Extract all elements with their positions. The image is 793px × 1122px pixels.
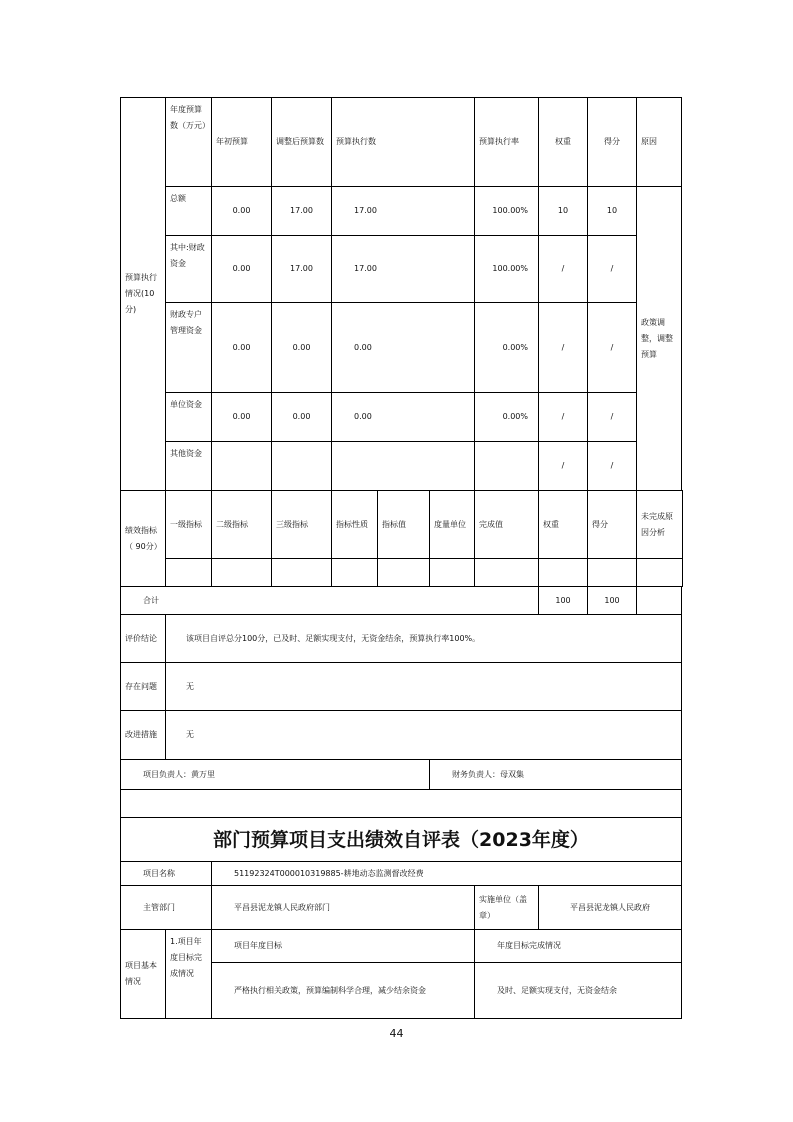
total-label: 合计: [120, 586, 539, 615]
performance-header: 得分: [587, 490, 637, 559]
budget-adjusted-cell: 17.00: [271, 235, 332, 303]
performance-empty-cell: [587, 558, 637, 587]
budget-weight-cell: /: [538, 392, 588, 442]
project-lead: 项目负责人：黄万里: [120, 759, 430, 790]
project-name-label: 项目名称: [120, 861, 212, 886]
budget-executed-cell: [331, 441, 475, 491]
budget-score-cell: 10: [587, 186, 637, 236]
conclusion-value: 该项目自评总分100分，已及时、足额实现支付，无资金结余，预算执行率100%。: [165, 614, 682, 663]
budget-initial-cell: [211, 441, 272, 491]
performance-empty-cell: [636, 558, 683, 587]
dept: 平昌县泥龙镇人民政府部门: [211, 885, 475, 930]
budget-reason: 政策调整，调整预算: [636, 186, 682, 491]
performance-header: 指标性质: [331, 490, 378, 559]
budget-label-cell: 总额: [165, 186, 212, 236]
budget-initial-cell: 0.00: [211, 186, 272, 236]
budget-executed-cell: 17.00: [331, 235, 475, 303]
blank-row: [120, 789, 682, 818]
budget-initial-cell: 0.00: [211, 235, 272, 303]
performance-empty-cell: [331, 558, 378, 587]
performance-empty-cell: [377, 558, 430, 587]
header-rate: 预算执行率: [474, 97, 539, 187]
problems-label: 存在问题: [120, 662, 166, 711]
header-score: 得分: [587, 97, 637, 187]
goal: 严格执行相关政策，预算编制科学合理，减少结余资金: [211, 962, 475, 1019]
budget-rate-cell: 0.00%: [474, 302, 539, 393]
budget-weight-cell: /: [538, 302, 588, 393]
performance-header: 指标值: [377, 490, 430, 559]
budget-section-label: 预算执行情况(10分): [120, 97, 166, 491]
header-initial: 年初预算: [211, 97, 272, 187]
page-number: 44: [389, 1027, 404, 1040]
budget-score-cell: /: [587, 441, 637, 491]
performance-empty-cell: [429, 558, 475, 587]
performance-header: 完成值: [474, 490, 539, 559]
finance-lead: 财务负责人：母双集: [429, 759, 682, 790]
budget-rate-cell: 100.00%: [474, 186, 539, 236]
budget-weight-cell: 10: [538, 186, 588, 236]
budget-label-cell: 其他资金: [165, 441, 212, 491]
impl-label: 实施单位（盖章）: [474, 885, 539, 930]
measures-label: 改进措施: [120, 710, 166, 760]
performance-empty-cell: [474, 558, 539, 587]
budget-score-cell: /: [587, 235, 637, 303]
budget-adjusted-cell: 0.00: [271, 392, 332, 442]
performance-header: 未完成原因分析: [636, 490, 683, 559]
budget-executed-cell: 17.00: [331, 186, 475, 236]
header-adjusted: 调整后预算数: [271, 97, 332, 187]
budget-label-cell: 其中:财政资金: [165, 235, 212, 303]
budget-rate-cell: [474, 441, 539, 491]
budget-executed-cell: 0.00: [331, 392, 475, 442]
total-reason: [636, 586, 682, 615]
budget-weight-cell: /: [538, 235, 588, 303]
performance-empty-cell: [165, 558, 212, 587]
impl: 平昌县泥龙镇人民政府: [538, 885, 682, 930]
budget-rate-cell: 100.00%: [474, 235, 539, 303]
budget-label-cell: 财政专户管理资金: [165, 302, 212, 393]
budget-adjusted-cell: [271, 441, 332, 491]
budget-weight-cell: /: [538, 441, 588, 491]
performance-header: 权重: [538, 490, 588, 559]
performance-header: 一级指标: [165, 490, 212, 559]
performance-empty-cell: [211, 558, 272, 587]
performance-section-label: 绩效指标（ 90分）: [120, 490, 166, 587]
header-executed: 预算执行数: [331, 97, 475, 187]
header-annual-budget: 年度预算数（万元）: [165, 97, 212, 187]
budget-executed-cell: 0.00: [331, 302, 475, 393]
performance-header: 三级指标: [271, 490, 332, 559]
budget-adjusted-cell: 0.00: [271, 302, 332, 393]
dept-label: 主管部门: [120, 885, 212, 930]
goal-header: 项目年度目标: [211, 929, 475, 963]
measures-value: 无: [165, 710, 682, 760]
performance-empty-cell: [538, 558, 588, 587]
project-name: 51192324T000010319885-耕地动态监测督改经费: [211, 861, 682, 886]
performance-header: 二级指标: [211, 490, 272, 559]
basic-label: 项目基本情况: [120, 929, 166, 1019]
conclusion-label: 评价结论: [120, 614, 166, 663]
header-weight: 权重: [538, 97, 588, 187]
budget-score-cell: /: [587, 302, 637, 393]
header-reason: 原因: [636, 97, 682, 187]
budget-initial-cell: 0.00: [211, 302, 272, 393]
form-title: 部门预算项目支出绩效自评表（2023年度）: [120, 817, 682, 862]
total-weight: 100: [538, 586, 588, 615]
performance-header: 度量单位: [429, 490, 475, 559]
problems-value: 无: [165, 662, 682, 711]
budget-initial-cell: 0.00: [211, 392, 272, 442]
total-score: 100: [587, 586, 637, 615]
budget-label-cell: 单位资金: [165, 392, 212, 442]
budget-score-cell: /: [587, 392, 637, 442]
done: 及时、足额实现支付，无资金结余: [474, 962, 682, 1019]
done-header: 年度目标完成情况: [474, 929, 682, 963]
performance-empty-cell: [271, 558, 332, 587]
budget-adjusted-cell: 17.00: [271, 186, 332, 236]
budget-rate-cell: 0.00%: [474, 392, 539, 442]
goal-label: 1.项目年度目标完成情况: [165, 929, 212, 1019]
